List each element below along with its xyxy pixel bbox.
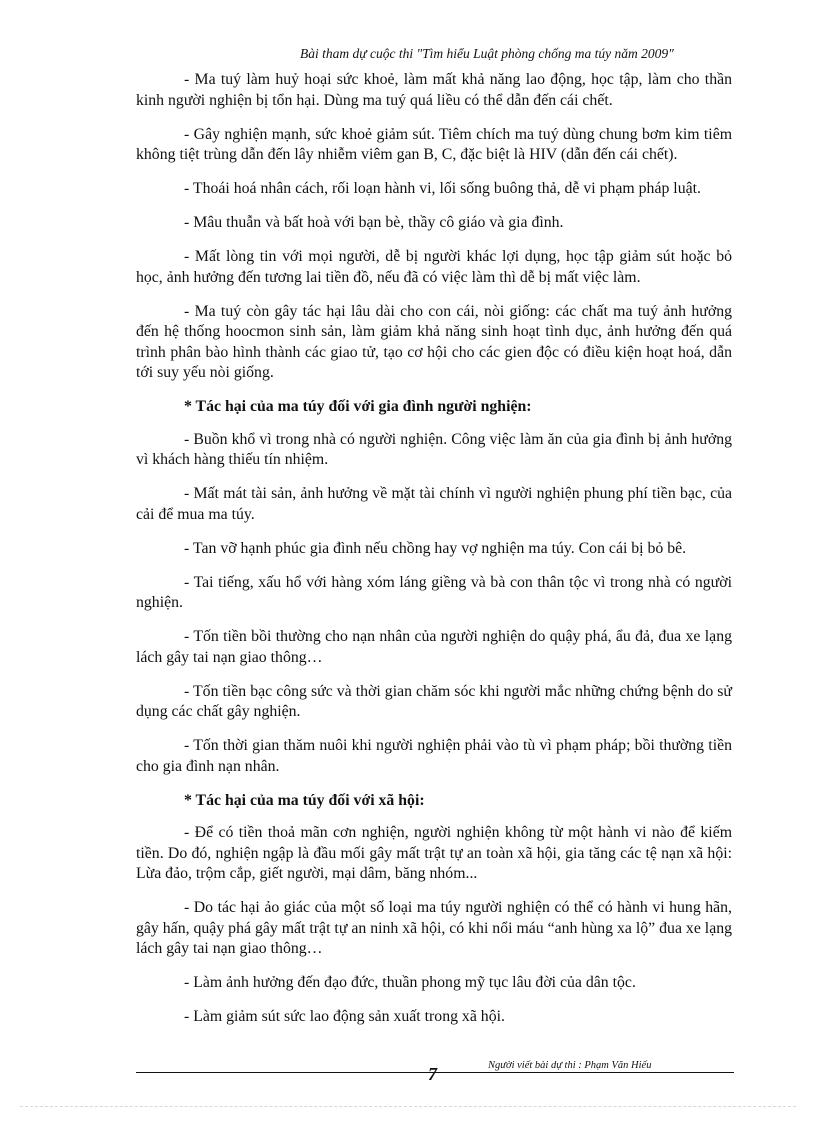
document-body (136, 70, 732, 1041)
page-number: 7 (428, 1064, 437, 1084)
section-heading-family: * Tác hại của ma túy đối với gia đình người nghiện: (184, 398, 532, 415)
paragraph: - Tan vỡ hạnh phúc gia đình nếu chồng hay vợ nghiện ma túy. Con cái bị bỏ bê. (184, 539, 687, 557)
page-bottom-rule (20, 1106, 796, 1107)
section-heading-society: * Tác hại của ma túy đối với xã hội: (184, 791, 425, 809)
paragraph: - Tốn thời gian thăm nuôi khi người nghiện phải vào tù vì phạm pháp; bồi thường tiền cho gia đình nạn nhân. (136, 737, 732, 775)
paragraph: - Mất mát tài sản, ảnh hưởng về mặt tài chính vì người nghiện phung phí tiền bạc, của cải để mua ma túy. (136, 485, 732, 523)
paragraph: - Do tác hại ảo giác của một số loại ma túy người nghiện có thể có hành vi hung hãn, gây hấn, quậy phá gây mất trật tự an ninh xã hội, có khi nổi máu “anh hùng xa lộ” đua xe lạng lách gây tai nạn giao thông… (136, 899, 732, 957)
paragraph: - Làm ảnh hưởng đến đạo đức, thuần phong mỹ tục lâu đời của dân tộc. (184, 974, 636, 991)
paragraph: - Mất lòng tin với mọi người, dễ bị người khác lợi dụng, học tập giảm sút hoặc bỏ học, ảnh hưởng đến tương lai tiền đồ, nếu đã có việc làm thì dễ bị mất việc làm. (136, 248, 732, 286)
footer-author: Người viết bài dự thi : Phạm Văn Hiếu (488, 1060, 652, 1071)
paragraph: - Để có tiền thoả mãn cơn nghiện, người nghiện không từ một hành vi nào để kiếm tiền. Do đó, nghiện ngập là đầu mối gây mất trật tự an toàn xã hội, gia tăng các tệ nạn xã hội: Lừa đảo, trộm cắp, giết người, mại dâm, băng nhóm... (136, 824, 732, 882)
paragraph: - Ma tuý làm huỷ hoại sức khoẻ, làm mất khả năng lao động, học tập, làm cho thần kinh người nghiện bị tổn hại. Dùng ma tuý quá liều có thể dẫn đến cái chết. (136, 71, 732, 109)
paragraph: - Ma tuý còn gây tác hại lâu dài cho con cái, nòi giống: các chất ma tuý ảnh hưởng đến hệ thống hoocmon sinh sản, làm giảm khả năng sinh hoạt tình dục, ảnh hưởng đến quá trình phân bào hình thành các giao tử, tạo cơ hội cho các gien độc có điều kiện hoạt hoá, dẫn tới suy yếu nòi giống. (136, 302, 732, 381)
running-header: Bài tham dự cuộc thi "Tìm hiểu Luật phòng chống ma túy năm 2009" (300, 46, 674, 61)
paragraph: - Mâu thuẫn và bất hoà với bạn bè, thầy cô giáo và gia đình. (184, 214, 564, 231)
paragraph: - Buồn khổ vì trong nhà có người nghiện. Công việc làm ăn của gia đình bị ảnh hưởng vì khách hàng thiếu tín nhiệm. (136, 430, 732, 468)
paragraph: - Gây nghiện mạnh, sức khoẻ giảm sút. Tiêm chích ma tuý dùng chung bơm kim tiêm không tiệt trùng dẫn đến lây nhiễm viêm gan B, C, đặc biệt là HIV (dẫn đến cái chết). (136, 125, 732, 163)
paragraph: - Tai tiếng, xấu hổ với hàng xóm láng giềng và bà con thân tộc vì trong nhà có người nghiện. (136, 573, 732, 611)
paragraph: - Tốn tiền bạc công sức và thời gian chăm sóc khi người mắc những chứng bệnh do sử dụng các chất gây nghiện. (136, 682, 732, 720)
paragraph: - Tốn tiền bồi thường cho nạn nhân của người nghiện do quậy phá, ẩu đả, đua xe lạng lách gây tai nạn giao thông… (136, 628, 732, 666)
paragraph: - Thoái hoá nhân cách, rối loạn hành vi, lối sống buông thả, dễ vi phạm pháp luật. (184, 180, 701, 197)
paragraph: - Làm giảm sút sức lao động sản xuất trong xã hội. (184, 1008, 505, 1025)
